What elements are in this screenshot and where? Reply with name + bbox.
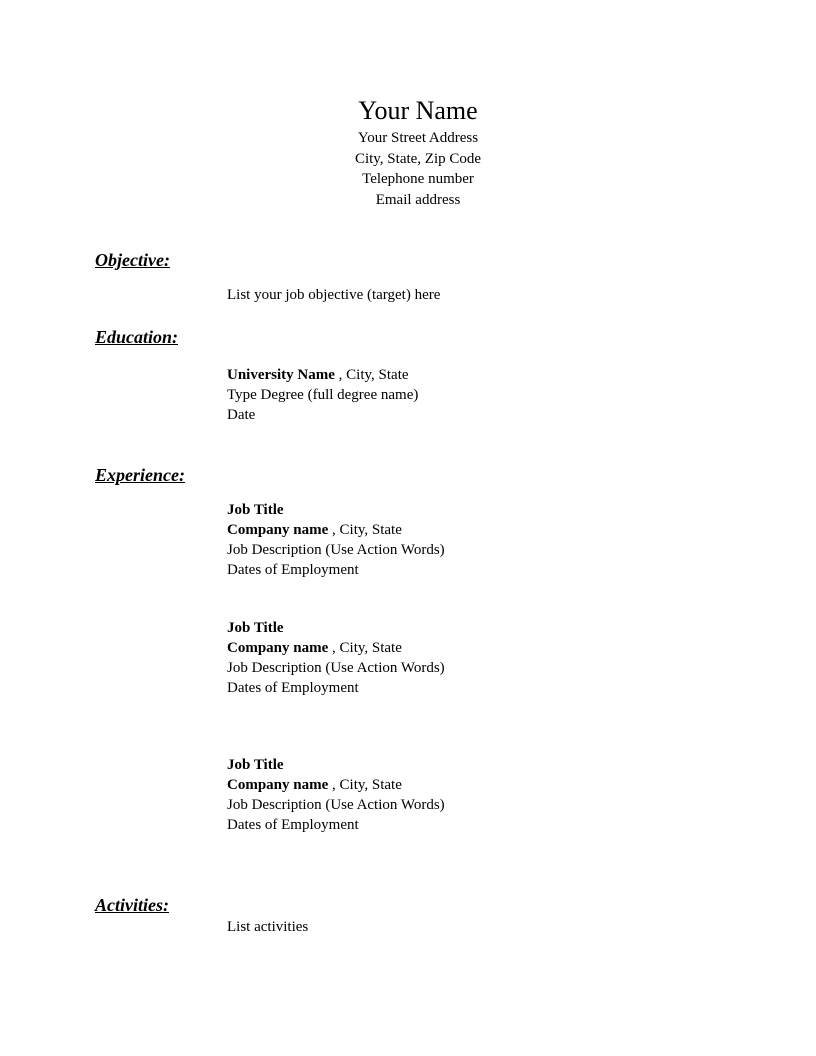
job-entry (227, 500, 445, 580)
degree: Type Degree (full degree name) (227, 387, 419, 403)
company-location: , City, State (328, 522, 402, 538)
job-title: Job Title (227, 757, 284, 773)
university-line (227, 365, 418, 385)
contact-header (0, 94, 816, 210)
job-entry (227, 755, 445, 835)
experience-heading: Experience: (95, 465, 185, 485)
company-line (227, 638, 445, 658)
name-title: Your Name (358, 96, 478, 125)
objective-block (227, 285, 440, 305)
activities-text: List activities (227, 919, 309, 935)
company-name: Company name (227, 777, 329, 793)
company-name: Company name (227, 522, 329, 538)
job-entry (227, 618, 445, 698)
activities-heading: Activities: (95, 895, 169, 915)
job-title: Job Title (227, 502, 284, 518)
job-title: Job Title (227, 620, 284, 636)
employment-dates: Dates of Employment (227, 680, 359, 696)
company-line (227, 520, 445, 540)
education-heading: Education: (95, 327, 179, 347)
education-date: Date (227, 407, 256, 423)
company-location: , City, State (328, 640, 402, 656)
company-location: , City, State (328, 777, 402, 793)
company-name: Company name (227, 640, 329, 656)
objective-heading: Objective: (95, 250, 170, 270)
job-description: Job Description (Use Action Words) (227, 797, 445, 813)
street-address: Your Street Address (357, 130, 479, 146)
activities-block (227, 917, 308, 937)
email: Email address (375, 191, 461, 208)
city-state-zip: City, State, Zip Code (354, 150, 482, 167)
telephone: Telephone number (362, 171, 474, 187)
employment-dates: Dates of Employment (227, 562, 359, 578)
university-name: University Name (227, 367, 335, 383)
employment-dates: Dates of Employment (227, 817, 359, 833)
university-location: , City, State (334, 367, 409, 383)
objective-text: List your job objective (target) here (227, 287, 441, 303)
education-block (227, 365, 418, 425)
job-description: Job Description (Use Action Words) (227, 660, 445, 676)
job-description: Job Description (Use Action Words) (227, 542, 445, 558)
company-line (227, 775, 445, 795)
